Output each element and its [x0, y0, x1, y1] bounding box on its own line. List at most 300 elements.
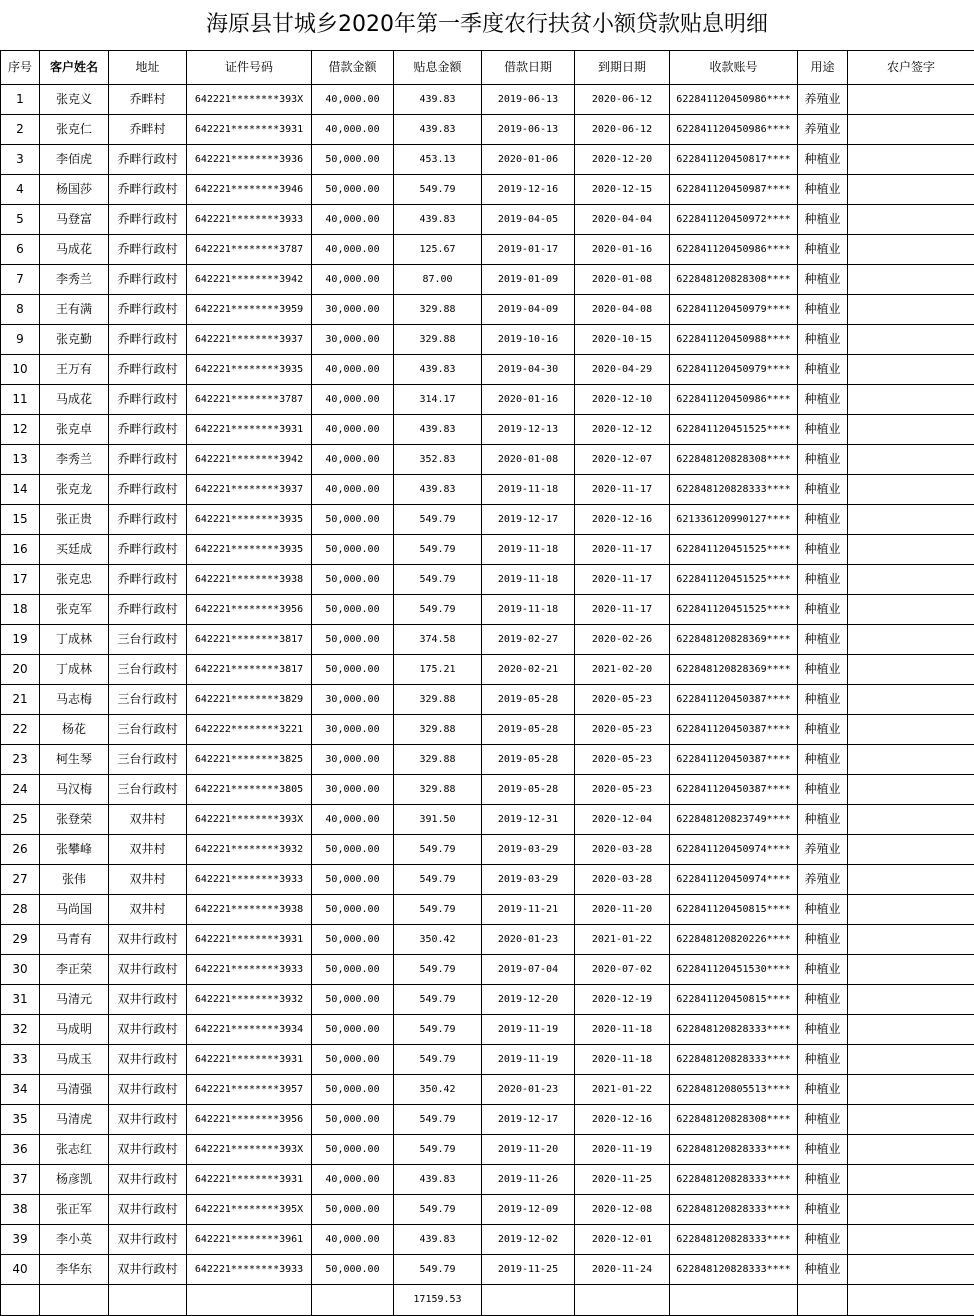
cell-loan-date: 2020-01-16: [482, 385, 575, 415]
cell-customer-name: 丁成林: [40, 655, 109, 685]
cell-id-number: 642221********3961: [187, 1225, 312, 1255]
cell-loan-date: 2019-05-28: [482, 745, 575, 775]
cell-subsidy-amount: 314.17: [394, 385, 482, 415]
cell-account: 622841120450387****: [670, 745, 798, 775]
cell-customer-name: 丁成林: [40, 625, 109, 655]
cell-index: 27: [1, 865, 40, 895]
cell-account: 622848120828333****: [670, 1045, 798, 1075]
cell-subsidy-amount: 439.83: [394, 475, 482, 505]
cell-customer-name: 张正贵: [40, 505, 109, 535]
cell-purpose: 养殖业: [798, 85, 848, 115]
cell-due-date: 2020-12-01: [575, 1225, 670, 1255]
cell-loan-date: 2019-12-09: [482, 1195, 575, 1225]
cell-purpose: 种植业: [798, 295, 848, 325]
cell-signature[interactable]: [848, 895, 974, 925]
cell-purpose: 种植业: [798, 805, 848, 835]
cell-due-date: 2020-12-16: [575, 1105, 670, 1135]
cell-signature[interactable]: [848, 985, 974, 1015]
cell-account: 622841120450987****: [670, 175, 798, 205]
header-id-number: 证件号码: [187, 51, 312, 85]
cell-loan-date: 2019-11-18: [482, 535, 575, 565]
cell-index: 32: [1, 1015, 40, 1045]
cell-index: 23: [1, 745, 40, 775]
cell-purpose: 种植业: [798, 355, 848, 385]
cell-signature[interactable]: [848, 1165, 974, 1195]
cell-account: 622841120450387****: [670, 685, 798, 715]
cell-due-date: 2020-06-12: [575, 85, 670, 115]
cell-loan-amount: 40,000.00: [312, 115, 394, 145]
cell-customer-name: 李秀兰: [40, 265, 109, 295]
cell-customer-name: 杨花: [40, 715, 109, 745]
cell-loan-amount: 50,000.00: [312, 925, 394, 955]
cell-index: 24: [1, 775, 40, 805]
cell-id-number: 642221********3829: [187, 685, 312, 715]
cell-address: 双井行政村: [109, 1255, 187, 1285]
cell-address: 乔畔行政村: [109, 355, 187, 385]
cell-account: 622848120828333****: [670, 1255, 798, 1285]
cell-account: 622848120828369****: [670, 625, 798, 655]
cell-subsidy-amount: 439.83: [394, 355, 482, 385]
cell-loan-amount: 50,000.00: [312, 1195, 394, 1225]
cell-loan-amount: 40,000.00: [312, 445, 394, 475]
cell-address: 双井行政村: [109, 985, 187, 1015]
cell-id-number: 642221********3938: [187, 895, 312, 925]
cell-signature[interactable]: [848, 685, 974, 715]
cell-account: 622841120450988****: [670, 325, 798, 355]
cell-customer-name: 李正荣: [40, 955, 109, 985]
total-cell-blank: [575, 1285, 670, 1316]
table-row: [1, 625, 974, 655]
cell-purpose: 种植业: [798, 1135, 848, 1165]
header-index: 序号: [1, 51, 40, 85]
cell-id-number: 642221********3935: [187, 535, 312, 565]
cell-due-date: 2020-12-12: [575, 415, 670, 445]
cell-signature[interactable]: [848, 145, 974, 175]
cell-signature[interactable]: [848, 775, 974, 805]
cell-subsidy-amount: 125.67: [394, 235, 482, 265]
cell-loan-amount: 30,000.00: [312, 775, 394, 805]
cell-address: 乔畔行政村: [109, 295, 187, 325]
cell-purpose: 种植业: [798, 475, 848, 505]
cell-loan-amount: 40,000.00: [312, 475, 394, 505]
cell-purpose: 种植业: [798, 535, 848, 565]
cell-account: 622841120450979****: [670, 295, 798, 325]
cell-due-date: 2020-04-04: [575, 205, 670, 235]
cell-index: 25: [1, 805, 40, 835]
cell-due-date: 2020-04-08: [575, 295, 670, 325]
cell-loan-date: 2019-11-18: [482, 565, 575, 595]
cell-account: 622841120450387****: [670, 715, 798, 745]
cell-id-number: 642221********3931: [187, 415, 312, 445]
cell-signature[interactable]: [848, 655, 974, 685]
total-cell-blank: [798, 1285, 848, 1316]
cell-customer-name: 张克卓: [40, 415, 109, 445]
cell-loan-date: 2019-11-18: [482, 595, 575, 625]
cell-due-date: 2021-01-22: [575, 925, 670, 955]
cell-signature[interactable]: [848, 625, 974, 655]
cell-signature[interactable]: [848, 85, 974, 115]
table-row: [1, 745, 974, 775]
cell-loan-date: 2019-11-19: [482, 1045, 575, 1075]
cell-loan-date: 2019-04-09: [482, 295, 575, 325]
cell-account: 622848120828308****: [670, 265, 798, 295]
cell-customer-name: 马成玉: [40, 1045, 109, 1075]
cell-signature[interactable]: [848, 955, 974, 985]
cell-address: 乔畔行政村: [109, 505, 187, 535]
cell-address: 双井行政村: [109, 1075, 187, 1105]
cell-account: 622848120828333****: [670, 1135, 798, 1165]
cell-id-number: 642221********3817: [187, 625, 312, 655]
cell-customer-name: 马清强: [40, 1075, 109, 1105]
cell-loan-date: 2019-02-27: [482, 625, 575, 655]
cell-signature[interactable]: [848, 835, 974, 865]
cell-address: 乔畔行政村: [109, 475, 187, 505]
cell-account: 622848120828308****: [670, 445, 798, 475]
cell-loan-amount: 40,000.00: [312, 1165, 394, 1195]
cell-id-number: 642222********3221: [187, 715, 312, 745]
cell-loan-amount: 50,000.00: [312, 1015, 394, 1045]
cell-customer-name: 马青有: [40, 925, 109, 955]
cell-purpose: 种植业: [798, 385, 848, 415]
cell-address: 乔畔行政村: [109, 235, 187, 265]
cell-id-number: 642221********3787: [187, 385, 312, 415]
cell-loan-amount: 40,000.00: [312, 355, 394, 385]
cell-signature[interactable]: [848, 115, 974, 145]
cell-purpose: 种植业: [798, 1165, 848, 1195]
cell-loan-date: 2019-01-17: [482, 235, 575, 265]
cell-id-number: 642221********3933: [187, 205, 312, 235]
cell-signature[interactable]: [848, 445, 974, 475]
cell-loan-date: 2019-07-04: [482, 955, 575, 985]
cell-loan-amount: 50,000.00: [312, 175, 394, 205]
cell-subsidy-amount: 549.79: [394, 955, 482, 985]
cell-due-date: 2020-01-16: [575, 235, 670, 265]
table-row: [1, 415, 974, 445]
cell-address: 双井行政村: [109, 955, 187, 985]
cell-index: 15: [1, 505, 40, 535]
table-row: [1, 325, 974, 355]
cell-index: 35: [1, 1105, 40, 1135]
cell-id-number: 642221********3787: [187, 235, 312, 265]
cell-id-number: 642221********3934: [187, 1015, 312, 1045]
cell-account: 622841120450986****: [670, 385, 798, 415]
cell-purpose: 种植业: [798, 925, 848, 955]
cell-id-number: 642221********3933: [187, 865, 312, 895]
table-row: [1, 685, 974, 715]
total-cell-blank: [848, 1285, 974, 1316]
cell-id-number: 642221********3936: [187, 145, 312, 175]
cell-address: 乔畔行政村: [109, 535, 187, 565]
cell-address: 乔畔村: [109, 85, 187, 115]
cell-signature[interactable]: [848, 865, 974, 895]
cell-customer-name: 李秀兰: [40, 445, 109, 475]
cell-loan-amount: 40,000.00: [312, 235, 394, 265]
cell-id-number: 642221********3957: [187, 1075, 312, 1105]
cell-id-number: 642221********3937: [187, 325, 312, 355]
table-row: [1, 355, 974, 385]
cell-purpose: 种植业: [798, 235, 848, 265]
cell-index: 6: [1, 235, 40, 265]
cell-loan-amount: 50,000.00: [312, 985, 394, 1015]
cell-account: 622848120828333****: [670, 475, 798, 505]
cell-signature[interactable]: [848, 1015, 974, 1045]
cell-signature[interactable]: [848, 1045, 974, 1075]
cell-index: 30: [1, 955, 40, 985]
cell-subsidy-amount: 329.88: [394, 715, 482, 745]
table-row: [1, 115, 974, 145]
cell-due-date: 2020-11-17: [575, 565, 670, 595]
cell-subsidy-amount: 329.88: [394, 745, 482, 775]
cell-index: 33: [1, 1045, 40, 1075]
cell-purpose: 养殖业: [798, 115, 848, 145]
cell-subsidy-amount: 549.79: [394, 175, 482, 205]
cell-account: 622841120450979****: [670, 355, 798, 385]
cell-id-number: 642221********3942: [187, 445, 312, 475]
cell-subsidy-amount: 352.83: [394, 445, 482, 475]
cell-index: 17: [1, 565, 40, 595]
cell-account: 622848120828333****: [670, 1165, 798, 1195]
table-row: [1, 835, 974, 865]
cell-signature[interactable]: [848, 1225, 974, 1255]
cell-subsidy-amount: 350.42: [394, 925, 482, 955]
table-row: [1, 175, 974, 205]
cell-purpose: 种植业: [798, 655, 848, 685]
table-row: [1, 1075, 974, 1105]
subsidy-table: [0, 50, 974, 1316]
cell-signature[interactable]: [848, 235, 974, 265]
cell-due-date: 2020-12-15: [575, 175, 670, 205]
table-row: [1, 85, 974, 115]
cell-id-number: 642221********393X: [187, 1135, 312, 1165]
cell-purpose: 种植业: [798, 955, 848, 985]
cell-subsidy-amount: 391.50: [394, 805, 482, 835]
cell-purpose: 种植业: [798, 1225, 848, 1255]
cell-purpose: 种植业: [798, 205, 848, 235]
cell-signature[interactable]: [848, 1195, 974, 1225]
cell-customer-name: 马成明: [40, 1015, 109, 1045]
cell-id-number: 642221********3956: [187, 595, 312, 625]
table-row: [1, 145, 974, 175]
cell-customer-name: 杨彦凯: [40, 1165, 109, 1195]
cell-account: 622848120823749****: [670, 805, 798, 835]
cell-loan-date: 2020-01-23: [482, 1075, 575, 1105]
cell-loan-date: 2019-03-29: [482, 835, 575, 865]
cell-subsidy-amount: 439.83: [394, 85, 482, 115]
cell-signature[interactable]: [848, 1105, 974, 1135]
cell-loan-date: 2020-01-08: [482, 445, 575, 475]
cell-index: 22: [1, 715, 40, 745]
table-row: [1, 1045, 974, 1075]
cell-due-date: 2020-04-29: [575, 355, 670, 385]
cell-loan-date: 2019-11-25: [482, 1255, 575, 1285]
cell-loan-amount: 30,000.00: [312, 295, 394, 325]
cell-index: 13: [1, 445, 40, 475]
cell-subsidy-amount: 549.79: [394, 985, 482, 1015]
cell-signature[interactable]: [848, 385, 974, 415]
cell-id-number: 642221********3946: [187, 175, 312, 205]
cell-signature[interactable]: [848, 535, 974, 565]
cell-loan-date: 2019-01-09: [482, 265, 575, 295]
cell-purpose: 种植业: [798, 505, 848, 535]
cell-address: 乔畔行政村: [109, 445, 187, 475]
cell-signature[interactable]: [848, 565, 974, 595]
cell-due-date: 2020-05-23: [575, 745, 670, 775]
cell-signature[interactable]: [848, 325, 974, 355]
cell-index: 37: [1, 1165, 40, 1195]
cell-purpose: 种植业: [798, 265, 848, 295]
cell-loan-date: 2019-06-13: [482, 115, 575, 145]
cell-subsidy-amount: 329.88: [394, 775, 482, 805]
cell-due-date: 2020-12-16: [575, 505, 670, 535]
cell-purpose: 种植业: [798, 1075, 848, 1105]
cell-signature[interactable]: [848, 925, 974, 955]
table-row: [1, 1225, 974, 1255]
cell-signature[interactable]: [848, 205, 974, 235]
cell-signature[interactable]: [848, 745, 974, 775]
cell-subsidy-amount: 439.83: [394, 1165, 482, 1195]
cell-loan-amount: 50,000.00: [312, 535, 394, 565]
cell-subsidy-amount: 439.83: [394, 415, 482, 445]
cell-account: 622841120451525****: [670, 565, 798, 595]
cell-account: 62284112045098б****: [670, 85, 798, 115]
cell-account: 622848120805513****: [670, 1075, 798, 1105]
cell-loan-date: 2019-11-19: [482, 1015, 575, 1045]
cell-customer-name: 柯生琴: [40, 745, 109, 775]
cell-due-date: 2020-11-18: [575, 1045, 670, 1075]
cell-signature[interactable]: [848, 805, 974, 835]
cell-index: 26: [1, 835, 40, 865]
cell-id-number: 642221********3931: [187, 1165, 312, 1195]
cell-loan-amount: 50,000.00: [312, 865, 394, 895]
cell-signature[interactable]: [848, 415, 974, 445]
cell-signature[interactable]: [848, 355, 974, 385]
cell-due-date: 2020-12-20: [575, 145, 670, 175]
cell-customer-name: 李小英: [40, 1225, 109, 1255]
cell-address: 三台行政村: [109, 745, 187, 775]
cell-loan-amount: 30,000.00: [312, 325, 394, 355]
cell-address: 三台行政村: [109, 685, 187, 715]
cell-purpose: 种植业: [798, 415, 848, 445]
cell-loan-amount: 50,000.00: [312, 595, 394, 625]
cell-purpose: 种植业: [798, 565, 848, 595]
cell-index: 9: [1, 325, 40, 355]
cell-signature[interactable]: [848, 175, 974, 205]
cell-customer-name: 马成花: [40, 385, 109, 415]
cell-address: 乔畔村: [109, 115, 187, 145]
cell-id-number: 642221********395X: [187, 1195, 312, 1225]
cell-loan-date: 2019-10-16: [482, 325, 575, 355]
cell-signature[interactable]: [848, 1135, 974, 1165]
cell-due-date: 2020-12-04: [575, 805, 670, 835]
table-row: [1, 775, 974, 805]
cell-loan-amount: 50,000.00: [312, 625, 394, 655]
cell-index: 36: [1, 1135, 40, 1165]
cell-address: 双井村: [109, 805, 187, 835]
document-title: 海原县甘城乡2020年第一季度农行扶贫小额贷款贴息明细: [0, 0, 974, 50]
cell-index: 1: [1, 85, 40, 115]
cell-loan-amount: 40,000.00: [312, 85, 394, 115]
cell-customer-name: 张攀峰: [40, 835, 109, 865]
total-cell-blank: [187, 1285, 312, 1316]
table-row: [1, 865, 974, 895]
cell-loan-amount: 50,000.00: [312, 1075, 394, 1105]
cell-subsidy-amount: 549.79: [394, 1105, 482, 1135]
table-row: [1, 715, 974, 745]
cell-loan-date: 2019-12-13: [482, 415, 575, 445]
cell-signature[interactable]: [848, 505, 974, 535]
cell-purpose: 种植业: [798, 1045, 848, 1075]
cell-address: 双井行政村: [109, 1135, 187, 1165]
cell-signature[interactable]: [848, 475, 974, 505]
cell-signature[interactable]: [848, 295, 974, 325]
cell-subsidy-amount: 329.88: [394, 295, 482, 325]
cell-loan-amount: 50,000.00: [312, 835, 394, 865]
cell-signature[interactable]: [848, 595, 974, 625]
cell-loan-amount: 40,000.00: [312, 385, 394, 415]
cell-purpose: 种植业: [798, 445, 848, 475]
table-row: [1, 655, 974, 685]
cell-id-number: 642221********3937: [187, 475, 312, 505]
cell-due-date: 2020-10-15: [575, 325, 670, 355]
header-name: 客户姓名: [40, 51, 109, 85]
cell-purpose: 种植业: [798, 895, 848, 925]
cell-loan-amount: 50,000.00: [312, 1135, 394, 1165]
cell-loan-amount: 50,000.00: [312, 1255, 394, 1285]
cell-customer-name: 马清元: [40, 985, 109, 1015]
cell-loan-date: 2019-04-30: [482, 355, 575, 385]
cell-due-date: 2020-05-23: [575, 685, 670, 715]
table-row: [1, 475, 974, 505]
cell-signature[interactable]: [848, 715, 974, 745]
cell-account: 622848120828333****: [670, 1015, 798, 1045]
cell-customer-name: 张志红: [40, 1135, 109, 1165]
cell-id-number: 642221********3931: [187, 1045, 312, 1075]
cell-loan-amount: 50,000.00: [312, 565, 394, 595]
table-row: [1, 295, 974, 325]
cell-due-date: 2020-05-23: [575, 775, 670, 805]
cell-id-number: 642221********3931: [187, 925, 312, 955]
cell-due-date: 2020-03-28: [575, 835, 670, 865]
cell-index: 2: [1, 115, 40, 145]
cell-address: 乔畔行政村: [109, 175, 187, 205]
table-row: [1, 505, 974, 535]
cell-address: 双井行政村: [109, 1225, 187, 1255]
cell-purpose: 种植业: [798, 715, 848, 745]
cell-signature[interactable]: [848, 265, 974, 295]
cell-purpose: 种植业: [798, 1105, 848, 1135]
subsidy-total: 17159.53: [394, 1285, 482, 1316]
cell-signature[interactable]: [848, 1255, 974, 1285]
cell-loan-date: 2019-03-29: [482, 865, 575, 895]
cell-loan-amount: 50,000.00: [312, 1105, 394, 1135]
table-row: [1, 205, 974, 235]
cell-customer-name: 马尚国: [40, 895, 109, 925]
total-cell-blank: [312, 1285, 394, 1316]
cell-loan-amount: 40,000.00: [312, 805, 394, 835]
cell-customer-name: 马清虎: [40, 1105, 109, 1135]
cell-address: 双井行政村: [109, 1045, 187, 1075]
cell-loan-date: 2019-12-31: [482, 805, 575, 835]
cell-address: 双井行政村: [109, 1195, 187, 1225]
cell-loan-date: 2019-11-20: [482, 1135, 575, 1165]
table-row: [1, 595, 974, 625]
cell-index: 40: [1, 1255, 40, 1285]
cell-subsidy-amount: 549.79: [394, 1045, 482, 1075]
cell-signature[interactable]: [848, 1075, 974, 1105]
cell-index: 11: [1, 385, 40, 415]
table-row: [1, 895, 974, 925]
cell-due-date: 2020-01-08: [575, 265, 670, 295]
